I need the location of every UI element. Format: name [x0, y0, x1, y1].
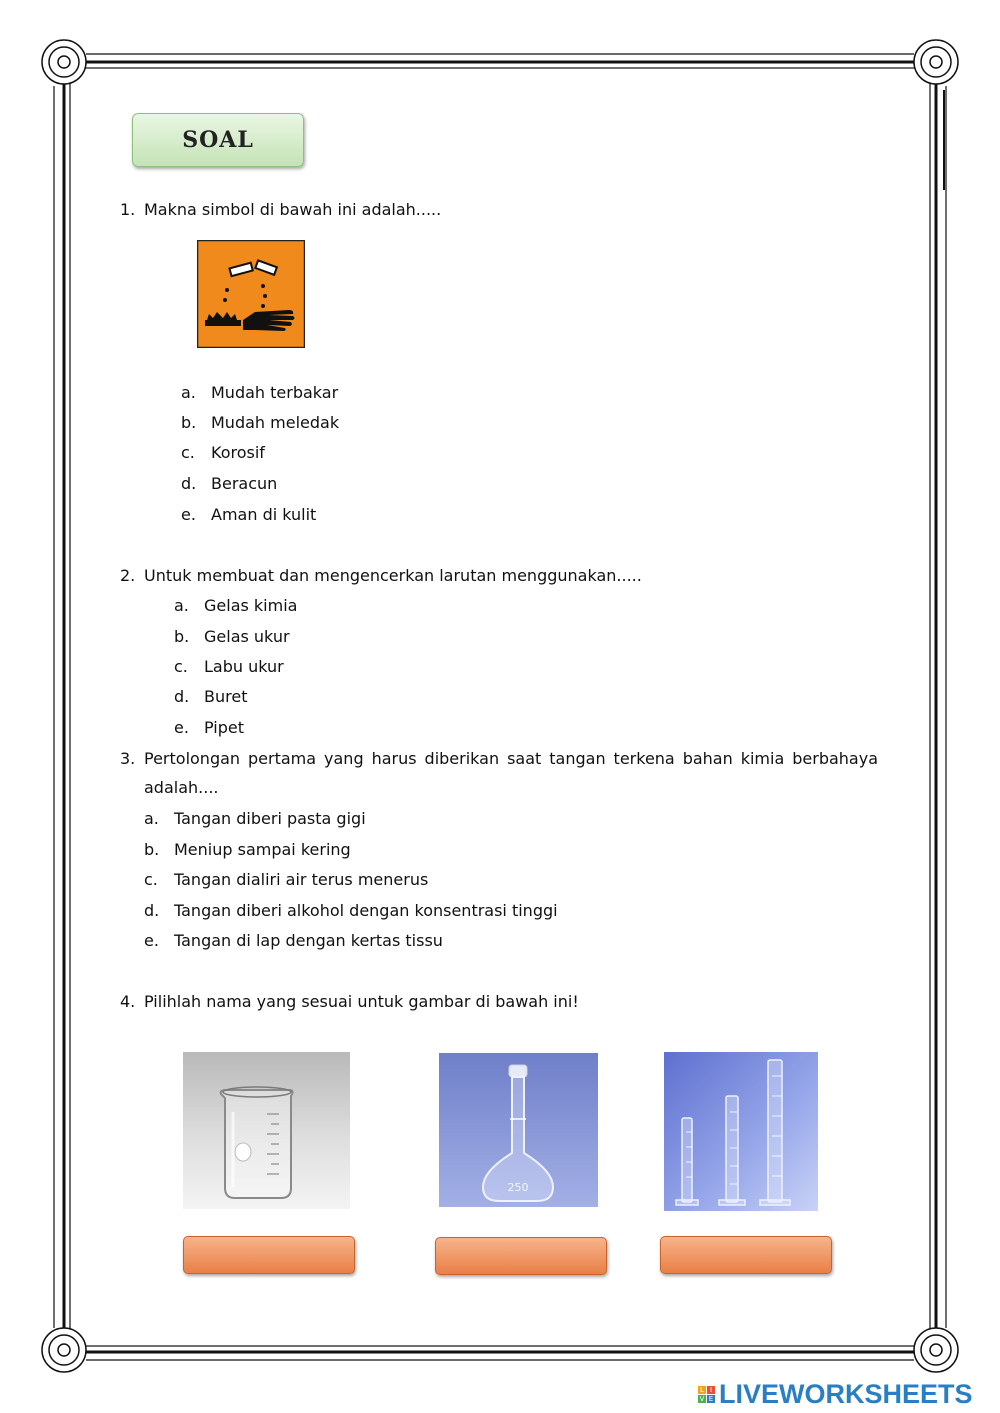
- q3-text-line1: Pertolongan pertama yang harus diberikan saat tangan terkena bahan kimia berbahaya: [144, 749, 878, 768]
- q1-option-b: Mudah meledak: [211, 413, 340, 432]
- graduated-cylinders-photo: [664, 1052, 818, 1211]
- q1-option-d-letter: d.: [181, 474, 197, 493]
- q1-option-c: Korosif: [211, 443, 265, 462]
- volumetric-flask-photo: [439, 1053, 598, 1207]
- answer-box-beaker[interactable]: [183, 1236, 355, 1274]
- q4-number: 4.: [120, 992, 136, 1011]
- logo-letter-v: V: [699, 1394, 705, 1403]
- corrosive-hazard-icon: [197, 240, 305, 348]
- corner-ornament-bl: [42, 1328, 86, 1372]
- q2-number: 2.: [120, 566, 136, 585]
- corner-ornament-br: [914, 1328, 958, 1372]
- q3-option-c-letter: c.: [144, 870, 158, 889]
- q2-option-e-letter: e.: [174, 718, 189, 737]
- q1-number: 1.: [120, 200, 136, 219]
- q2-option-c-letter: c.: [174, 657, 188, 676]
- liveworksheets-logo-icon: [698, 1386, 715, 1403]
- q3-option-e: Tangan di lap dengan kertas tissu: [174, 931, 443, 950]
- q1-option-c-letter: c.: [181, 443, 195, 462]
- logo-letter-e: E: [708, 1394, 714, 1403]
- q3-option-c: Tangan dialiri air terus menerus: [174, 870, 429, 889]
- flask-volume-mark: 250: [507, 1181, 529, 1194]
- soal-badge: [132, 113, 304, 167]
- q3-option-b-letter: b.: [144, 840, 160, 859]
- q1-option-a-letter: a.: [181, 383, 196, 402]
- corner-ornament-tr: [914, 40, 958, 84]
- q2-option-d-letter: d.: [174, 687, 190, 706]
- q4-text: Pilihlah nama yang sesuai untuk gambar di bawah ini!: [144, 992, 579, 1011]
- soal-badge-label: SOAL: [182, 127, 254, 153]
- q3-option-e-letter: e.: [144, 931, 159, 950]
- q3-option-a: Tangan diberi pasta gigi: [174, 809, 366, 828]
- q2-option-c: Labu ukur: [204, 657, 284, 676]
- q3-option-b: Meniup sampai kering: [174, 840, 351, 859]
- q2-option-a: Gelas kimia: [204, 596, 298, 615]
- q2-option-d: Buret: [204, 687, 248, 706]
- q1-option-b-letter: b.: [181, 413, 197, 432]
- logo-letter-i: I: [707, 1386, 715, 1394]
- liveworksheets-brand: [698, 1379, 973, 1409]
- q2-option-b: Gelas ukur: [204, 627, 290, 646]
- beaker-photo: [183, 1052, 350, 1209]
- q3-number: 3.: [120, 749, 136, 768]
- q1-option-d: Beracun: [211, 474, 278, 493]
- q1-option-e-letter: e.: [181, 505, 196, 524]
- q2-option-e: Pipet: [204, 718, 245, 737]
- q2-text: Untuk membuat dan mengencerkan larutan menggunakan.....: [144, 566, 642, 585]
- logo-letter-l: L: [698, 1386, 706, 1394]
- q2-option-b-letter: b.: [174, 627, 190, 646]
- answer-box-flask[interactable]: [435, 1237, 607, 1275]
- q3-option-d: Tangan diberi alkohol dengan konsentrasi tinggi: [174, 901, 558, 920]
- q3-option-a-letter: a.: [144, 809, 159, 828]
- liveworksheets-wordmark: LIVEWORKSHEETS: [719, 1378, 973, 1409]
- q1-option-e: Aman di kulit: [211, 505, 317, 524]
- answer-box-cylinder[interactable]: [660, 1236, 832, 1274]
- corner-ornament-tl: [42, 40, 86, 84]
- q2-option-a-letter: a.: [174, 596, 189, 615]
- q1-text: Makna simbol di bawah ini adalah.....: [144, 200, 442, 219]
- q3-text-line2: adalah....: [144, 778, 219, 797]
- q1-option-a: Mudah terbakar: [211, 383, 339, 402]
- q3-option-d-letter: d.: [144, 901, 160, 920]
